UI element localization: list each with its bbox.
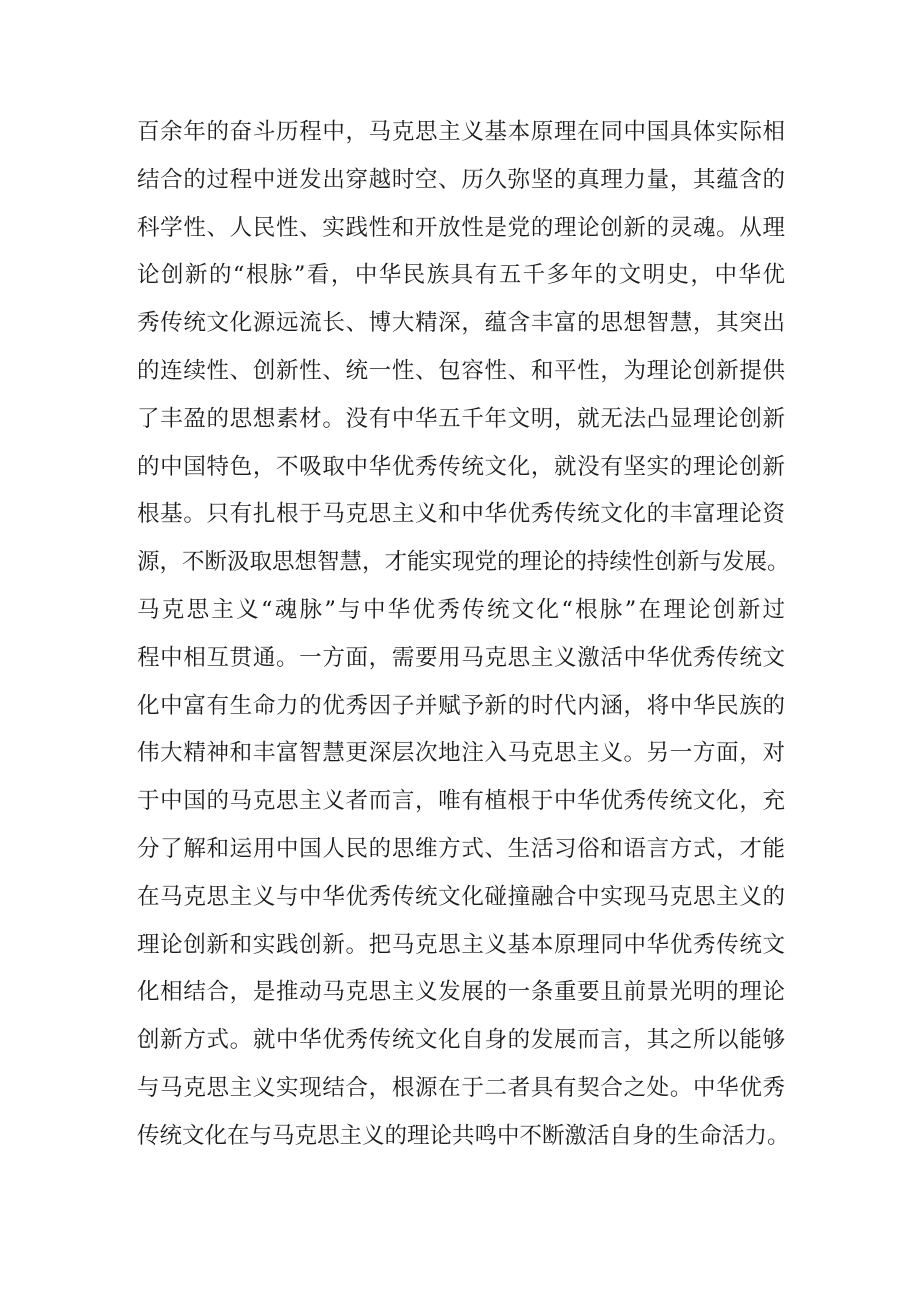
text-line: 结合的过程中迸发出穿越时空、历久弥坚的真理力量，其蕴含的 <box>137 166 785 193</box>
text-line: 化中富有生命力的优秀因子并赋予新的时代内涵，将中华民族的 <box>137 692 785 719</box>
text-line: 百余年的奋斗历程中，马克思主义基本原理在同中国具体实际相 <box>137 119 785 145</box>
text-line: 于中国的马克思主义者而言，唯有植根于中华优秀传统文化，充 <box>137 788 785 815</box>
text-line: 化相结合，是推动马克思主义发展的一条重要且前景光明的理论 <box>137 979 785 1006</box>
text-line: 了丰盈的思想素材。没有中华五千年文明，就无法凸显理论创新 <box>137 405 785 432</box>
text-line: 传统文化在与马克思主义的理论共鸣中不断激活自身的生命活力。 <box>137 1122 790 1149</box>
text-line: 在马克思主义与中华优秀传统文化碰撞融合中实现马克思主义的 <box>137 883 785 910</box>
text-line: 伟大精神和丰富智慧更深层次地注入马克思主义。另一方面，对 <box>137 740 785 767</box>
text-line: 秀传统文化源远流长、博大精深，蕴含丰富的思想智慧，其突出 <box>137 310 785 337</box>
text-line: 马克思主义“魂脉”与中华优秀传统文化“根脉”在理论创新过 <box>137 596 785 623</box>
text-line: 程中相互贯通。一方面，需要用马克思主义激活中华优秀传统文 <box>137 644 785 671</box>
text-line: 的连续性、创新性、统一性、包容性、和平性，为理论创新提供 <box>137 357 785 384</box>
text-line: 与马克思主义实现结合，根源在于二者具有契合之处。中华优秀 <box>137 1074 785 1101</box>
text-line: 根基。只有扎根于马克思主义和中华优秀传统文化的丰富理论资 <box>137 501 785 528</box>
text-line: 的中国特色，不吸取中华优秀传统文化，就没有坚实的理论创新 <box>137 453 785 480</box>
text-line: 分了解和运用中国人民的思维方式、生活习俗和语言方式，才能 <box>137 835 785 862</box>
text-line: 理论创新和实践创新。把马克思主义基本原理同中华优秀传统文 <box>137 931 785 958</box>
text-line: 科学性、人民性、实践性和开放性是党的理论创新的灵魂。从理 <box>137 214 785 241</box>
document-body <box>137 109 790 1161</box>
text-line: 源，不断汲取思想智慧，才能实现党的理论的持续性创新与发展。 <box>137 549 790 576</box>
text-line: 论创新的“根脉”看，中华民族具有五千多年的文明史，中华优 <box>137 262 785 289</box>
text-line: 创新方式。就中华优秀传统文化自身的发展而言，其之所以能够 <box>137 1027 785 1054</box>
